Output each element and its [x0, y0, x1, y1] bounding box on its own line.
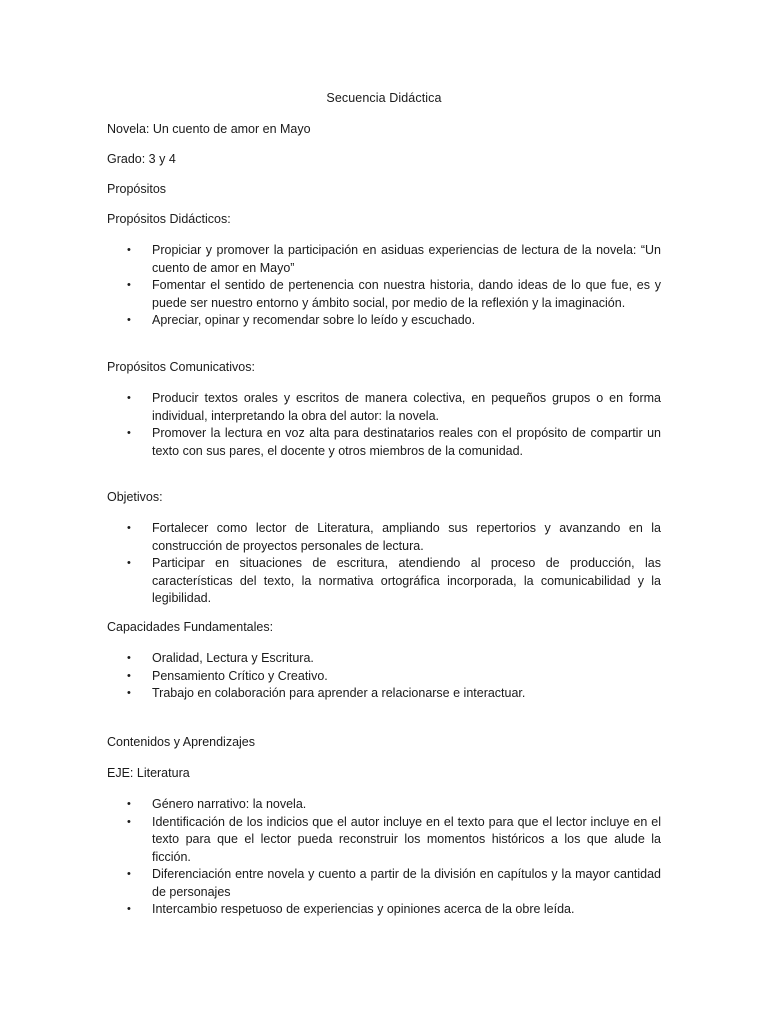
list-item: • Género narrativo: la novela. — [107, 796, 661, 814]
bullet-icon: • — [127, 868, 131, 880]
list-item: • Fomentar el sentido de pertenencia con nuestra historia, dando ideas de lo que fue, es y puede ser nuestro entorno y ámbito social, por medio de la reflexión y la imaginación. — [127, 278, 661, 310]
propositos-didacticos-heading: Propósitos Didácticos: — [107, 212, 231, 226]
list-item: • Propiciar y promover la participación en asiduas experiencias de lectura de la novela: “Un cuento de amor en Mayo” — [127, 243, 661, 275]
capacidades-list — [107, 650, 661, 703]
list-item: • Promover la lectura en voz alta para destinatarios reales con el propósito de compartir un texto con sus pares, el docente y otros miembros de la comunidad. — [127, 426, 661, 458]
grado-line: Grado: 3 y 4 — [107, 152, 176, 166]
list-item: • Pensamiento Crítico y Creativo. — [107, 668, 661, 686]
bullet-icon: • — [127, 687, 131, 699]
propositos-comunicativos-list — [107, 390, 661, 460]
bullet-icon: • — [127, 244, 131, 256]
bullet-icon: • — [127, 557, 131, 569]
capacidades-heading: Capacidades Fundamentales: — [107, 620, 274, 634]
bullet-icon: • — [127, 669, 131, 682]
propositos-comunicativos-heading: Propósitos Comunicativos: — [107, 360, 255, 374]
list-item: • Diferenciación entre novela y cuento a partir de la división en capítulos y la mayor cantidad de personajes — [127, 867, 661, 899]
bullet-icon: • — [127, 652, 131, 664]
bullet-icon: • — [127, 815, 131, 828]
list-item: • Identificación de los indicios que el autor incluye en el texto para que el lector incluye en el texto para que el lector pueda reconstruir los momentos históricos a los que alude la ficción. — [127, 814, 661, 864]
contenidos-heading: Contenidos y Aprendizajes — [107, 735, 256, 749]
bullet-icon: • — [127, 798, 131, 810]
objetivos-list — [107, 520, 661, 608]
bullet-icon: • — [127, 427, 131, 439]
propositos-heading: Propósitos — [107, 182, 167, 196]
document-title: Secuencia Didáctica — [326, 91, 442, 105]
bullet-icon: • — [127, 903, 131, 915]
bullet-icon: • — [127, 392, 131, 404]
objetivos-heading: Objetivos: — [107, 490, 163, 504]
eje-heading: EJE: Literatura — [107, 766, 190, 780]
bullet-icon: • — [127, 314, 131, 326]
list-item: • Trabajo en colaboración para aprender a relacionarse e interactuar. — [107, 685, 661, 703]
eje-list — [107, 796, 661, 919]
list-item: • Intercambio respetuoso de experiencias y opiniones acerca de la obre leída. — [107, 901, 661, 919]
list-item: • Participar en situaciones de escritura, atendiendo al proceso de producción, las características del texto, la normativa ortográfica incorporada, la comunicabilidad y la legibilidad. — [127, 556, 661, 605]
list-item: • Apreciar, opinar y recomendar sobre lo leído y escuchado. — [107, 312, 661, 330]
propositos-didacticos-list — [107, 242, 661, 330]
novela-line: Novela: Un cuento de amor en Mayo — [107, 122, 311, 136]
list-item: • Oralidad, Lectura y Escritura. — [107, 650, 661, 668]
list-item: • Producir textos orales y escritos de manera colectiva, en pequeños grupos o en forma individual, interpretando la obra del autor: la novela. — [127, 391, 661, 423]
bullet-icon: • — [127, 279, 131, 291]
list-item: • Fortalecer como lector de Literatura, ampliando sus repertorios y avanzando en la construcción de proyectos personales de lectura. — [127, 521, 661, 553]
bullet-icon: • — [127, 522, 131, 534]
